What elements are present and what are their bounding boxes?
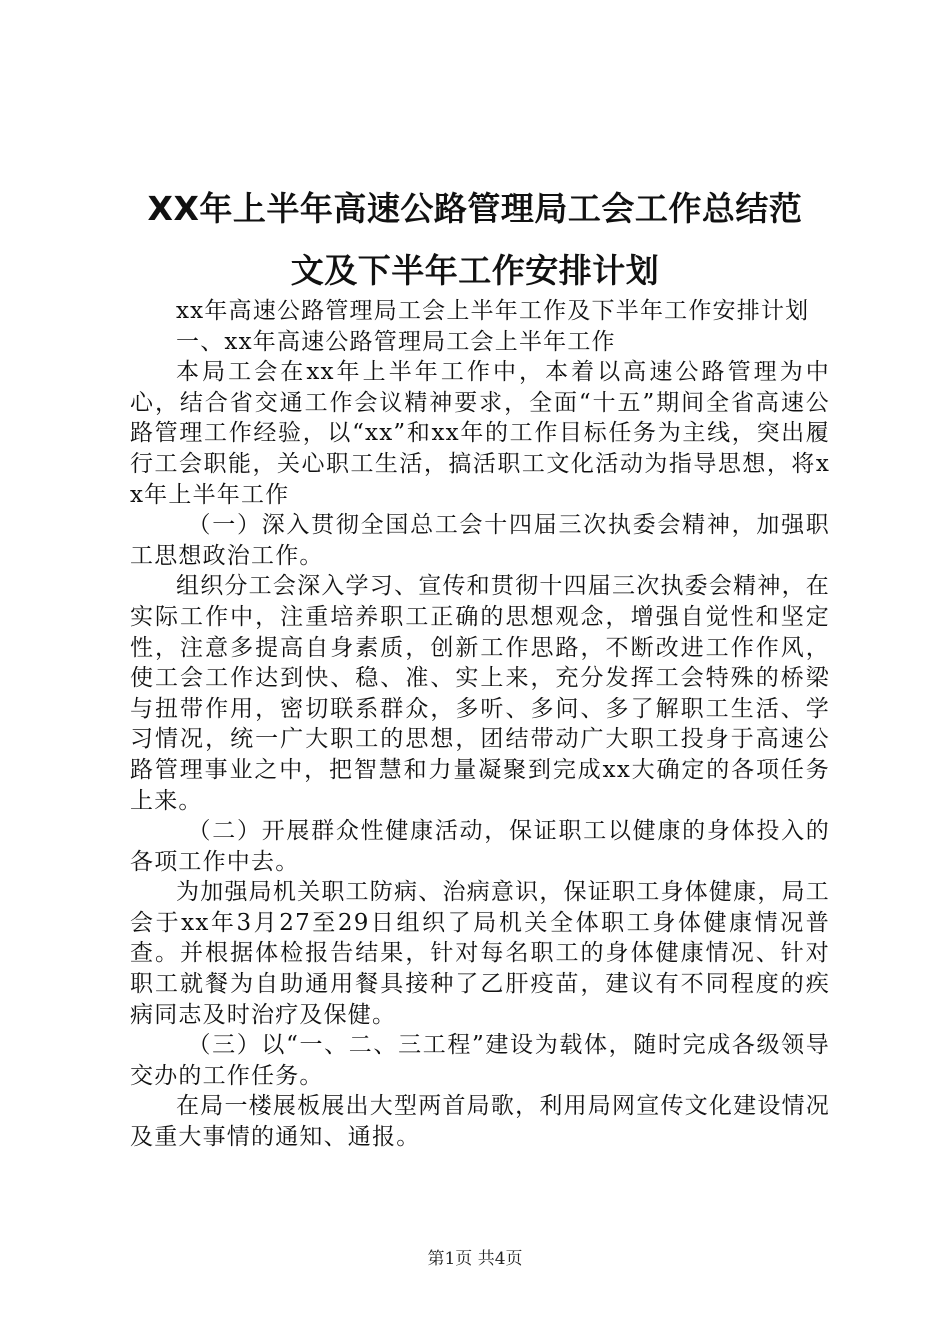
paragraph: 组织分工会深入学习、宣传和贯彻十四届三次执委会精神，在实际工作中，注重培养职工正确的思想观念，增强自觉性和坚定性，注意多提高自身素质，创新工作思路，不断改进工作作风，使工会工作达到快、稳、准、实上来，充分发挥工会特殊的桥梁与扭带作用，密切联系群众，多听、多问、多了解职工生活、学习情况，统一广大职工的思想，团结带动广大职工投身于高速公路管理事业之中，把智慧和力量凝聚到完成xx大确定的各项任务上来。 [130,573,830,814]
document-title [100,178,850,302]
title-line-1: XX年上半年高速公路管理局工会工作总结范 [147,189,803,228]
title-line-2: 文及下半年工作安排计划 [290,251,660,290]
paragraph-plan-title: xx年高速公路管理局工会上半年工作及下半年工作安排计划 [176,298,810,324]
section-heading: 一、xx年高速公路管理局工会上半年工作 [176,328,616,355]
subsection-heading: （三）以“一、二、三工程”建设为载体，随时完成各级领导交办的工作任务。 [130,1032,830,1089]
subsection-heading: （一）深入贯彻全国总工会十四届三次执委会精神，加强职工思想政治工作。 [130,512,830,569]
paragraph: 在局一楼展板展出大型两首局歌，利用局网宣传文化建设情况及重大事情的通知、通报。 [130,1093,830,1151]
paragraph: 本局工会在xx年上半年工作中，本着以高速公路管理为中心，结合省交通工作会议精神要求，全面“十五”期间全省高速公路管理工作经验，以“xx”和xx年的工作目标任务为主线，突出履行工会职能，关心职工生活，搞活职工文化活动为指导思想，将xx年上半年工作 [130,359,830,508]
paragraph: 为加强局机关职工防病、治病意识，保证职工身体健康，局工会于xx年3月27至29日组织了局机关全体职工身体健康情况普查。并根据体检报告结果，针对每名职工的身体健康情况、针对职工就餐为自助通用餐具接种了乙肝疫苗，建议有不同程度的疾病同志及时治疗及保健。 [130,879,830,1028]
page-number-footer: 第1页 共4页 [427,1249,523,1269]
document-body [130,296,830,1153]
subsection-heading: （二）开展群众性健康活动，保证职工以健康的身体投入的各项工作中去。 [130,818,830,875]
